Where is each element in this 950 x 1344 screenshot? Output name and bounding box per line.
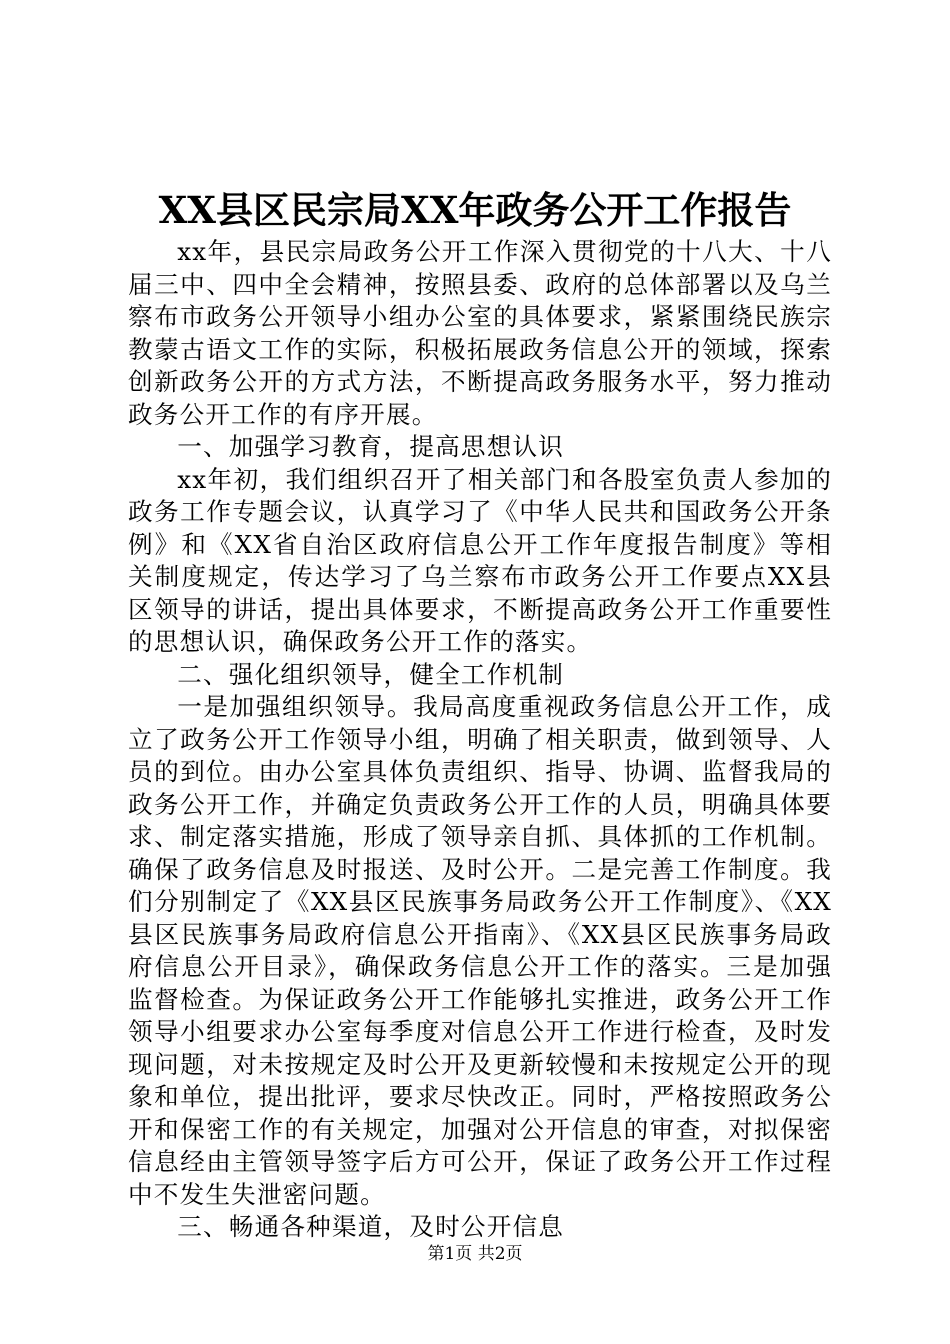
section-heading-3: 三、畅通各种渠道，及时公开信息 — [177, 1212, 565, 1241]
intro-paragraph: xx年，县民宗局政务公开工作深入贯彻党的十八大、十八届三中、四中全会精神，按照县委、政府的总体部署以及乌兰察布市政务公开领导小组办公室的具体要求，紧紧围绕民族宗教蒙古语文工作的实际，积极拓展政务信息公开的领域，探索创新政务公开的方式方法，不断提高政务服务水平，努力推动政务公开工作的有序开展。 — [128, 237, 832, 429]
section-heading-1: 一、加强学习教育，提高思想认识 — [177, 432, 565, 461]
section-2-paragraph: 一是加强组织领导。我局高度重视政务信息公开工作，成立了政务公开工作领导小组，明确了相关职责，做到领导、人员的到位。由办公室具体负责组织、指导、协调、监督我局的政务公开工作，并确定负责政务公开工作的人员，明确具体要求、制定落实措施，形成了领导亲自抓、具体抓的工作机制。确保了政务信息及时报送、及时公开。二是完善工作制度。我们分别制定了《XX县区民族事务局政务公开工作制度》、《XX县区民族事务局政府信息公开指南》、《XX县区民族事务局政府信息公开目录》，确保政务信息公开工作的落实。三是加强监督检查。为保证政务公开工作能够扎实推进，政务公开工作领导小组要求办公室每季度对信息公开工作进行检查，及时发现问题，对未按规定及时公开及更新较慢和未按规定公开的现象和单位，提出批评，要求尽快改正。同时，严格按照政务公开和保密工作的有关规定，加强对公开信息的审查，对拟保密信息经由主管领导签字后方可公开，保证了政务公开工作过程中不发生失泄密问题。 — [128, 692, 832, 1209]
section-1-paragraph: xx年初，我们组织召开了相关部门和各股室负责人参加的政务工作专题会议，认真学习了《中华人民共和国政务公开条例》和《XX省自治区政府信息公开工作年度报告制度》等相关制度规定，传达学习了乌兰察布市政务公开工作要点XX县区领导的讲话，提出具体要求，不断提高政务公开工作重要性的思想认识，确保政务公开工作的落实。 — [128, 464, 832, 656]
page-number-footer: 第1页 共2页 — [427, 1244, 523, 1264]
document-body — [128, 236, 832, 1244]
document-title: XX县区民宗局XX年政务公开工作报告 — [158, 188, 792, 232]
section-heading-2: 二、强化组织领导，健全工作机制 — [177, 659, 565, 689]
